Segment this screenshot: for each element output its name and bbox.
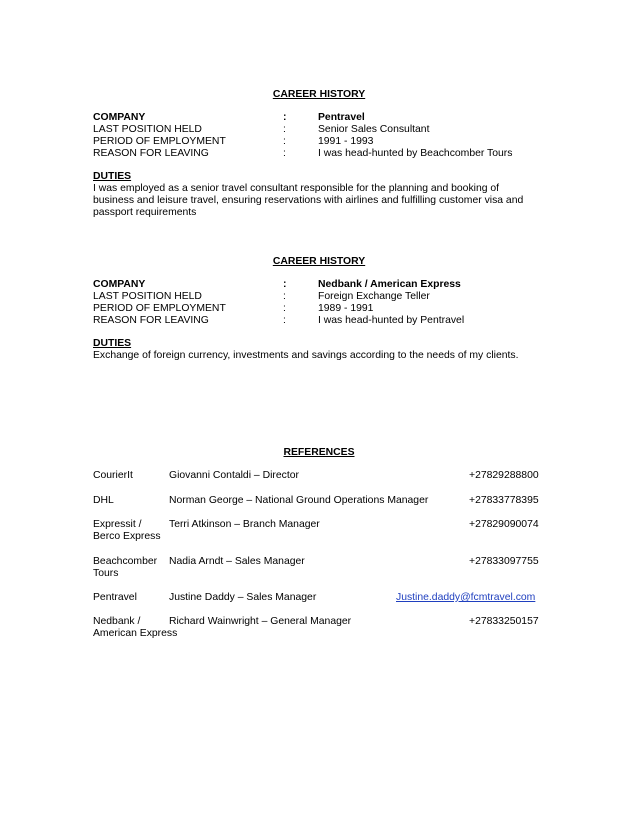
reason-label: REASON FOR LEAVING: [93, 315, 209, 326]
company-label: COMPANY: [93, 112, 146, 123]
reference-company: DHL: [93, 495, 114, 506]
reference-company-line2: Berco Express: [93, 531, 161, 542]
duties-line: Exchange of foreign currency, investments and savings according to the needs of my clients.: [93, 350, 519, 361]
company-label: COMPANY: [93, 279, 146, 290]
duties-line: business and leisure travel, ensuring reservations with airlines and fulfilling customer visa and: [93, 195, 524, 206]
reference-person: Norman George – National Ground Operations Manager: [169, 495, 429, 506]
reference-email-link[interactable]: Justine.daddy@fcmtravel.com: [396, 592, 536, 603]
colon: :: [283, 315, 286, 326]
colon: :: [283, 303, 286, 314]
reference-person: Giovanni Contaldi – Director: [169, 470, 299, 481]
company-value: Pentravel: [318, 112, 365, 123]
reference-company: CourierIt: [93, 470, 133, 481]
position-label: LAST POSITION HELD: [93, 124, 202, 135]
reference-company: Expressit /: [93, 519, 142, 530]
colon: :: [283, 112, 287, 123]
period-value: 1991 - 1993: [318, 136, 374, 147]
colon: :: [283, 124, 286, 135]
position-value: Senior Sales Consultant: [318, 124, 430, 135]
reference-person: Richard Wainwright – General Manager: [169, 616, 352, 627]
reference-person: Justine Daddy – Sales Manager: [169, 592, 317, 603]
duties-line: passport requirements: [93, 207, 197, 218]
reason-label: REASON FOR LEAVING: [93, 148, 209, 159]
career-history-heading-2: CAREER HISTORY: [272, 256, 366, 267]
period-value: 1989 - 1991: [318, 303, 374, 314]
reference-company-line2: Tours: [93, 568, 119, 579]
references-heading: REFERENCES: [283, 447, 355, 458]
duties-heading-2: DUTIES: [93, 338, 132, 349]
reference-company: Beachcomber: [93, 556, 158, 567]
reference-person: Nadia Arndt – Sales Manager: [169, 556, 305, 567]
reference-phone: +27833097755: [469, 556, 539, 567]
reference-phone: +27829090074: [469, 519, 539, 530]
position-label: LAST POSITION HELD: [93, 291, 202, 302]
colon: :: [283, 291, 286, 302]
colon: :: [283, 279, 287, 290]
period-label: PERIOD OF EMPLOYMENT: [93, 136, 226, 147]
colon: :: [283, 136, 286, 147]
reason-value: I was head-hunted by Beachcomber Tours: [318, 148, 513, 159]
company-value: Nedbank / American Express: [318, 279, 461, 290]
colon: :: [283, 148, 286, 159]
reference-phone: +27833778395: [469, 495, 539, 506]
reference-company: Pentravel: [93, 592, 137, 603]
duties-heading-1: DUTIES: [93, 171, 132, 182]
reference-company: Nedbank /: [93, 616, 141, 627]
reason-value: I was head-hunted by Pentravel: [318, 315, 465, 326]
reference-company-line2: American Express: [93, 628, 178, 639]
duties-line: I was employed as a senior travel consultant responsible for the planning and booking of: [93, 183, 500, 194]
period-label: PERIOD OF EMPLOYMENT: [93, 303, 226, 314]
reference-person: Terri Atkinson – Branch Manager: [169, 519, 320, 530]
position-value: Foreign Exchange Teller: [318, 291, 430, 302]
career-history-heading-1: CAREER HISTORY: [272, 89, 366, 100]
reference-phone: +27833250157: [469, 616, 539, 627]
reference-phone: +27829288800: [469, 470, 539, 481]
